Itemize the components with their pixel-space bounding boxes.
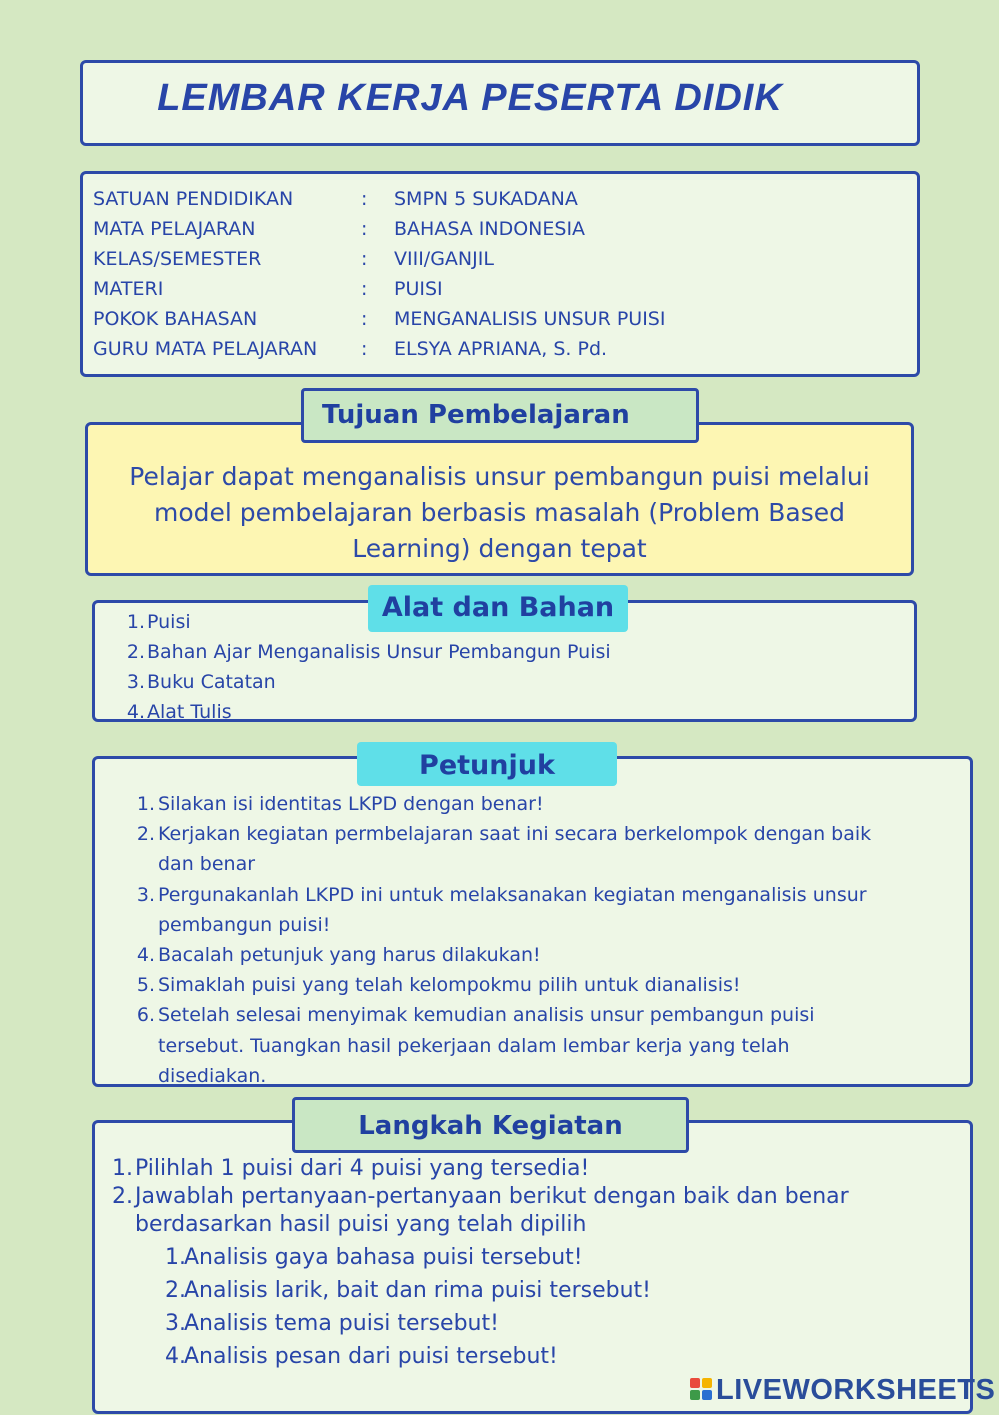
alat-heading: Alat dan Bahan bbox=[368, 585, 628, 632]
tujuan-text: Pelajar dapat menganalisis unsur pembangun puisi melalui model pembelajaran berbasis masalah (Problem Based Learning) dengan tepat bbox=[129, 462, 870, 563]
langkah-heading: Langkah Kegiatan bbox=[292, 1097, 689, 1153]
list-item bbox=[107, 1183, 925, 1239]
list-number: 1. bbox=[126, 611, 145, 633]
list-text: Analisis larik, bait dan rima puisi tersebut! bbox=[184, 1278, 651, 1303]
list-number: 1. bbox=[136, 793, 155, 815]
title-box bbox=[80, 60, 920, 146]
identity-box bbox=[80, 171, 920, 377]
list-number: 5. bbox=[136, 974, 155, 997]
list-number: 2. bbox=[112, 1184, 133, 1209]
list-number: 1. bbox=[165, 1245, 186, 1270]
identity-colon: : bbox=[361, 338, 368, 360]
petunjuk-box bbox=[92, 756, 973, 1087]
list-text: Bacalah petunjuk yang harus dilakukan! bbox=[158, 944, 541, 967]
list-text: Pilihlah 1 puisi dari 4 puisi yang tersedia! bbox=[135, 1156, 590, 1181]
list-text: Setelah selesai menyimak kemudian analisis unsur pembangun puisi tersebut. Tuangkan hasil pekerjaan dalam lembar kerja yang telah disediakan. bbox=[158, 1004, 815, 1087]
list-text: Jawablah pertanyaan-pertanyaan berikut dengan baik dan benar berdasarkan hasil puisi yang telah dipilih bbox=[135, 1184, 849, 1237]
list-text: Analisis gaya bahasa puisi tersebut! bbox=[184, 1245, 583, 1270]
list-number: 4. bbox=[165, 1344, 186, 1369]
list-number: 1. bbox=[112, 1156, 133, 1181]
list-item bbox=[107, 1155, 925, 1183]
list-item bbox=[105, 637, 611, 667]
identity-value: SMPN 5 SUKADANA bbox=[394, 188, 578, 210]
list-text: Buku Catatan bbox=[147, 671, 276, 693]
list-number: 2. bbox=[165, 1278, 186, 1303]
list-item bbox=[105, 697, 611, 727]
list-number: 3. bbox=[126, 671, 145, 693]
identity-colon: : bbox=[361, 248, 368, 270]
langkah-sub-list bbox=[165, 1241, 651, 1373]
list-item bbox=[165, 1340, 651, 1373]
logo-text: LIVEWORKSHEETS bbox=[716, 1374, 996, 1406]
list-item bbox=[115, 970, 898, 1000]
identity-colon: : bbox=[361, 218, 368, 240]
identity-label: KELAS/SEMESTER bbox=[93, 248, 262, 270]
list-item bbox=[115, 940, 898, 970]
identity-colon: : bbox=[361, 308, 368, 330]
list-text: Analisis tema puisi tersebut! bbox=[184, 1311, 499, 1336]
list-item bbox=[115, 880, 898, 940]
identity-label: MATERI bbox=[93, 278, 164, 300]
list-item bbox=[115, 1000, 898, 1091]
list-text: Bahan Ajar Menganalisis Unsur Pembangun Puisi bbox=[147, 641, 611, 663]
list-text: Kerjakan kegiatan permbelajaran saat ini secara berkelompok dengan baik dan benar bbox=[158, 823, 872, 876]
identity-label: POKOK BAHASAN bbox=[93, 308, 258, 330]
list-number: 2. bbox=[126, 641, 145, 663]
list-text: Puisi bbox=[147, 611, 191, 633]
list-number: 6. bbox=[136, 1004, 155, 1027]
list-number: 2. bbox=[136, 823, 155, 846]
liveworksheets-logo-icon bbox=[690, 1378, 714, 1402]
identity-value: ELSYA APRIANA, S. Pd. bbox=[394, 338, 608, 360]
identity-label: SATUAN PENDIDIKAN bbox=[93, 188, 294, 210]
list-text: Simaklah puisi yang telah kelompokmu pilih untuk dianalisis! bbox=[158, 974, 741, 997]
liveworksheets-logo[interactable] bbox=[690, 1374, 995, 1408]
list-item bbox=[165, 1274, 651, 1307]
list-number: 3. bbox=[165, 1311, 186, 1336]
identity-label: MATA PELAJARAN bbox=[93, 218, 256, 240]
page-title: LEMBAR KERJA PESERTA DIDIK bbox=[157, 77, 783, 119]
list-item bbox=[165, 1241, 651, 1274]
identity-value: PUISI bbox=[394, 278, 443, 300]
petunjuk-heading: Petunjuk bbox=[357, 742, 617, 786]
list-number: 4. bbox=[126, 701, 145, 723]
tujuan-heading: Tujuan Pembelajaran bbox=[301, 388, 699, 443]
identity-label: GURU MATA PELAJARAN bbox=[93, 338, 318, 360]
list-text: Alat Tulis bbox=[147, 701, 232, 723]
identity-colon: : bbox=[361, 188, 368, 210]
identity-value: BAHASA INDONESIA bbox=[394, 218, 586, 240]
identity-colon: : bbox=[361, 278, 368, 300]
list-text: Pergunakanlah LKPD ini untuk melaksanakan kegiatan menganalisis unsur pembangun puisi! bbox=[158, 883, 867, 936]
list-item bbox=[105, 667, 611, 697]
tujuan-box bbox=[85, 422, 914, 576]
list-item bbox=[115, 819, 898, 879]
list-text: Silakan isi identitas LKPD dengan benar! bbox=[158, 793, 544, 815]
identity-value: MENGANALISIS UNSUR PUISI bbox=[394, 308, 666, 330]
list-item bbox=[115, 789, 898, 819]
list-number: 3. bbox=[136, 883, 155, 906]
list-item bbox=[165, 1307, 651, 1340]
list-text: Analisis pesan dari puisi tersebut! bbox=[184, 1344, 558, 1369]
identity-value: VIII/GANJIL bbox=[394, 248, 494, 270]
petunjuk-list bbox=[115, 789, 898, 1091]
list-number: 4. bbox=[136, 944, 155, 967]
langkah-list bbox=[107, 1155, 925, 1239]
langkah-box bbox=[92, 1120, 973, 1414]
